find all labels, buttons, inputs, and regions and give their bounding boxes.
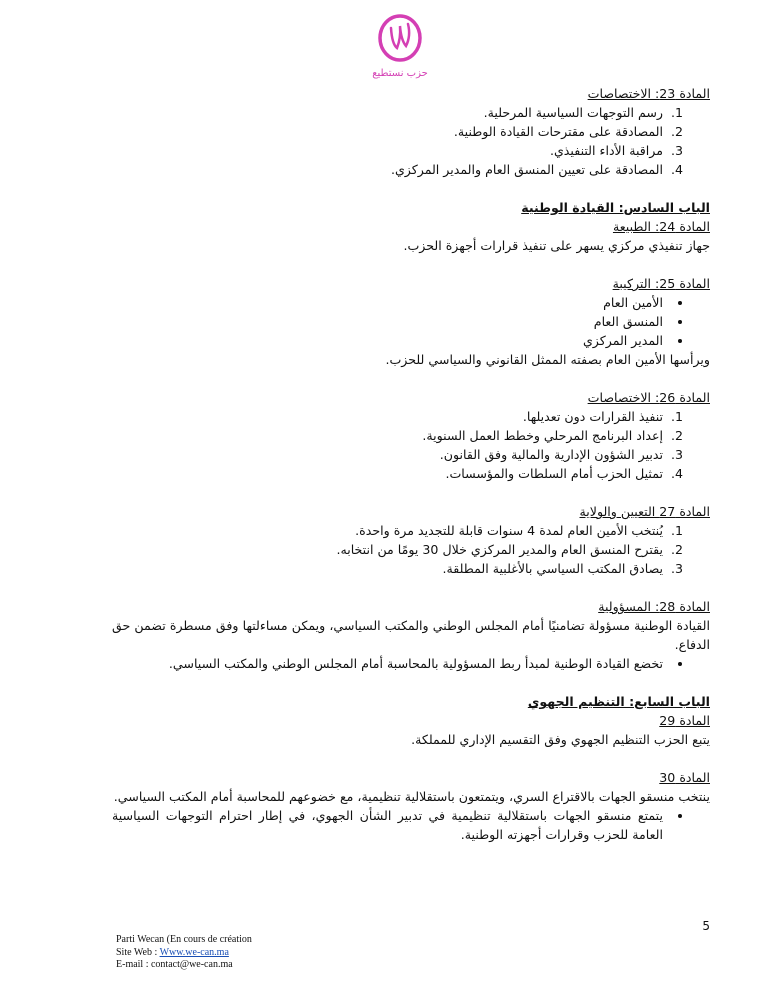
article-28-heading: المادة 28: المسؤولية: [598, 599, 710, 614]
article-30-text: ينتخب منسقو الجهات بالاقتراع السري، ويتمتعون باستقلالية تنظيمية، مع خضوعهم للمحاسبة أمام المكتب السياسي.: [113, 789, 710, 804]
list-item: 2. يقترح المنسق العام والمدير المركزي خلال 30 يومًا من انتخابه.: [112, 540, 667, 559]
article-23-heading: المادة 23: الاختصاصات: [587, 86, 710, 101]
footer-website: [116, 947, 252, 960]
article-25-list: [112, 293, 710, 350]
article-27-heading: المادة 27 التعيين والولاية: [579, 504, 710, 519]
website-link[interactable]: Www.we-can.ma: [159, 946, 229, 958]
article-30-list: [112, 806, 710, 844]
list-item: • المدير المركزي: [112, 331, 667, 350]
article-25-text: ويرأسها الأمين العام بصفته الممثل القانوني والسياسي للحزب.: [385, 352, 710, 367]
article-27-list: [112, 521, 710, 578]
logo-caption: حزب نستطيع: [372, 68, 428, 79]
list-item: 1. تنفيذ القرارات دون تعديلها.: [112, 407, 667, 426]
article-28-text: القيادة الوطنية مسؤولة تضامنيًا أمام المجلس الوطني والمكتب السياسي، ويمكن مساءلتها وفق مسطرة تضمن حق الدفاع.: [112, 618, 710, 652]
list-item: • يتمتع منسقو الجهات باستقلالية تنظيمية في تدبير الشأن الجهوي، في إطار احترام التوجهات السياسية العامة للحزب وقرارات أجهزته الوطنية.: [112, 806, 667, 844]
article-30-heading: المادة 30: [659, 770, 710, 785]
page-number: 5: [702, 919, 710, 933]
list-item: 3. يصادق المكتب السياسي بالأغلبية المطلقة.: [112, 559, 667, 578]
list-item: 1. رسم التوجهات السياسية المرحلية.: [112, 103, 667, 122]
party-logo: [364, 8, 436, 82]
footer-party-name: Parti Wecan (En cours de création: [116, 934, 252, 945]
article-25-heading: المادة 25: التركيبة: [612, 276, 710, 291]
article-24-text: جهاز تنفيذي مركزي يسهر على تنفيذ قرارات أجهزة الحزب.: [403, 238, 710, 253]
article-29-text: يتبع الحزب التنظيم الجهوي وفق التقسيم الإداري للمملكة.: [411, 732, 710, 747]
chapter-6-heading: الباب السادس: القيادة الوطنية: [521, 200, 710, 215]
article-28-list: [112, 654, 710, 673]
list-item: 3. تدبير الشؤون الإدارية والمالية وفق القانون.: [112, 445, 667, 464]
list-item: 3. مراقبة الأداء التنفيذي.: [112, 141, 667, 160]
chapter-7-heading: الباب السابع: التنظيم الجهوي: [527, 694, 710, 709]
document-body: [112, 84, 710, 844]
list-item: 4. المصادقة على تعيين المنسق العام والمدير المركزي.: [112, 160, 667, 179]
list-item: 2. إعداد البرنامج المرحلي وخطط العمل السنوية.: [112, 426, 667, 445]
list-item: • تخضع القيادة الوطنية لمبدأ ربط المسؤولية بالمحاسبة أمام المجلس الوطني والمكتب السياسي.: [112, 654, 667, 673]
list-item: 4. تمثيل الحزب أمام السلطات والمؤسسات.: [112, 464, 667, 483]
list-item: • المنسق العام: [112, 312, 667, 331]
article-29-heading: المادة 29: [659, 713, 710, 728]
article-26-list: [112, 407, 710, 483]
list-item: 2. المصادقة على مقترحات القيادة الوطنية.: [112, 122, 667, 141]
article-26-heading: المادة 26: الاختصاصات: [587, 390, 710, 405]
footer-web-label: Site Web :: [116, 946, 160, 958]
footer-email: E-mail : contact@we-can.ma: [116, 959, 233, 970]
article-23-list: [112, 103, 710, 179]
list-item: • الأمين العام: [112, 293, 667, 312]
footer: [116, 934, 252, 972]
article-24-heading: المادة 24: الطبيعة: [612, 219, 710, 234]
list-item: 1. يُنتخب الأمين العام لمدة 4 سنوات قابلة للتجديد مرة واحدة.: [112, 521, 667, 540]
